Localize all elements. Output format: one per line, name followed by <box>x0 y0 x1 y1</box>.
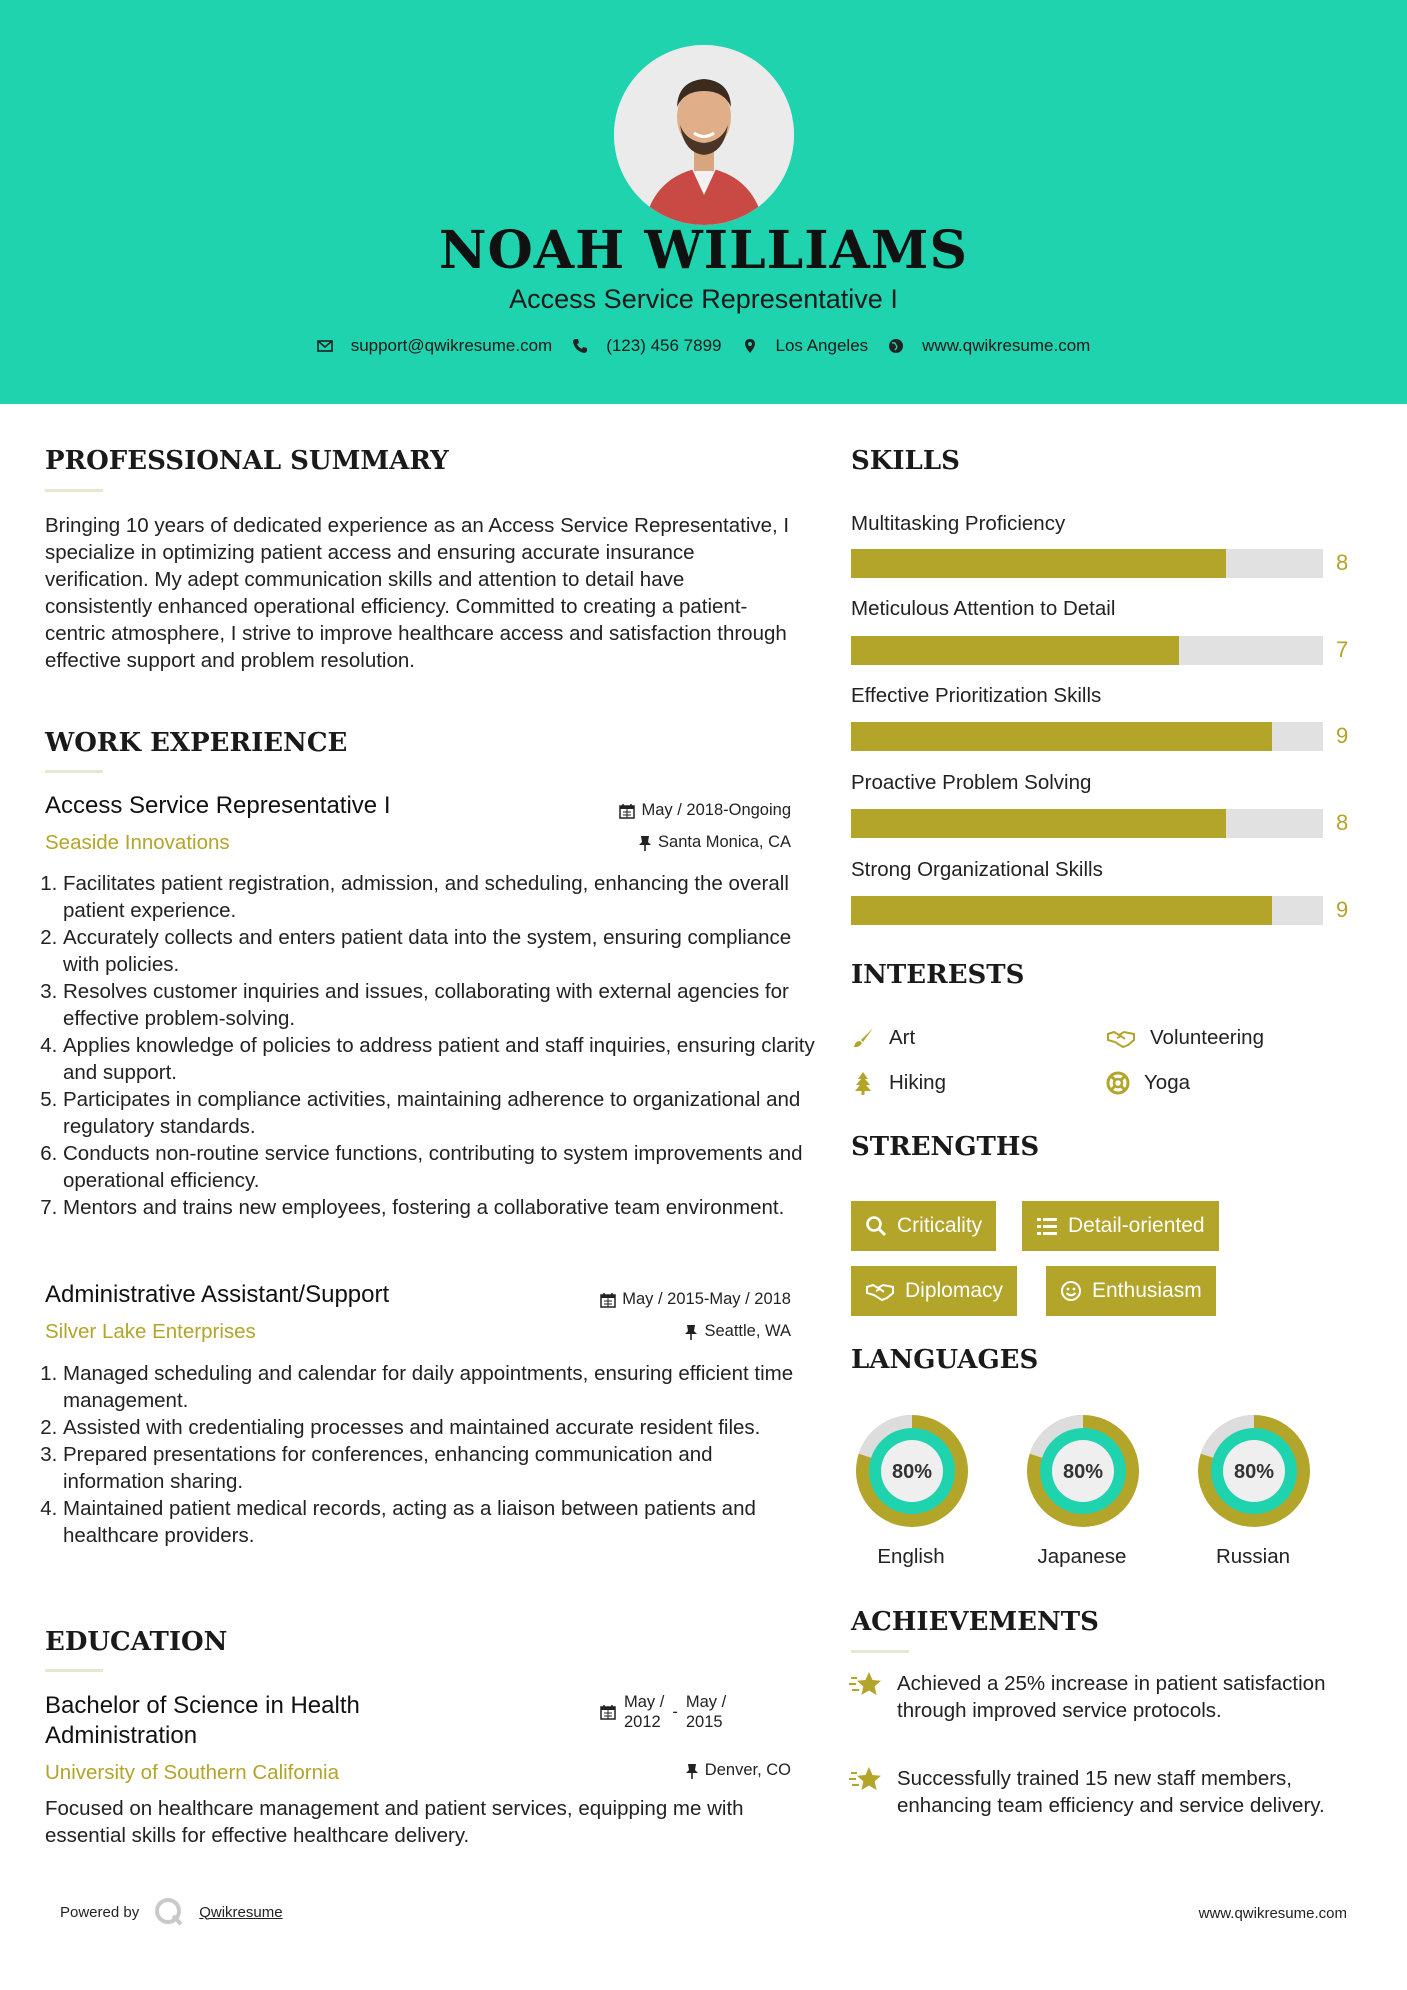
list-item: 2. Accurately collects and enters patient data into the system, ensuring compliance with policies. <box>63 924 815 978</box>
person-photo-icon <box>614 45 794 225</box>
strengths-heading: STRENGTHS <box>851 1132 1040 1162</box>
job-title: Access Service Representative I <box>45 792 391 819</box>
job-dates-text: May / 2015-May / 2018 <box>622 1290 791 1308</box>
search-icon <box>865 1215 887 1237</box>
list-item: 4. Maintained patient medical records, acting as a liaison between patients and healthcare providers. <box>63 1495 815 1549</box>
pushpin-icon <box>684 1324 698 1340</box>
website-text: www.qwikresume.com <box>922 336 1091 355</box>
education-rule <box>45 1669 103 1672</box>
star-icon <box>849 1668 883 1702</box>
language-percent: 80% <box>891 1461 933 1483</box>
skills-heading: SKILLS <box>851 446 960 476</box>
degree-title <box>45 1691 360 1751</box>
contact-bar <box>0 336 1407 356</box>
language-ring <box>1021 1409 1145 1533</box>
interest-label: Hiking <box>889 1071 946 1094</box>
resume-header <box>0 0 1407 404</box>
summary-rule <box>45 489 103 492</box>
job-company: Silver Lake Enterprises <box>45 1320 256 1343</box>
list-item: 1. Facilitates patient registration, admission, and scheduling, enhancing the overall patient experience. <box>63 870 815 924</box>
interests-heading: INTERESTS <box>851 960 1025 990</box>
star-icon <box>849 1763 883 1797</box>
summary-text: Bringing 10 years of dedicated experience as an Access Service Representative, I specialize in optimizing patient access and ensuring accurate insurance verification. My adept communication skills and attention to detail have consistently enhanced operational efficiency. Committed to creating a patient-centric atmosphere, I strive to improve healthcare access and satisfaction through effective support and problem resolution. <box>45 514 790 672</box>
skill-bar <box>851 896 1323 925</box>
education-start <box>624 1692 664 1732</box>
skill-score: 9 <box>1336 723 1349 748</box>
strength-label: Diplomacy <box>905 1279 1004 1302</box>
strength-label: Detail-oriented <box>1068 1214 1205 1237</box>
interest-yoga <box>1106 1071 1190 1095</box>
skill-score: 7 <box>1336 637 1349 662</box>
strength-label: Enthusiasm <box>1092 1279 1202 1302</box>
achievement-text: Achieved a 25% increase in patient satisfaction through improved service protocols. <box>897 1672 1326 1722</box>
education-dates <box>600 1692 726 1732</box>
job-dates <box>600 1290 791 1309</box>
achievements-heading: ACHIEVEMENTS <box>851 1607 1099 1637</box>
brand-link[interactable]: Qwikresume <box>199 1903 283 1921</box>
language-percent: 80% <box>1233 1461 1275 1483</box>
language-ring <box>1192 1409 1316 1533</box>
map-marker-icon <box>742 338 758 354</box>
education-heading: EDUCATION <box>45 1627 228 1657</box>
list-item: 2. Assisted with credentialing processes and maintained accurate resident files. <box>63 1414 815 1441</box>
skill-score: 8 <box>1336 550 1349 575</box>
languages-heading: LANGUAGES <box>851 1345 1039 1375</box>
list-icon <box>1036 1215 1058 1237</box>
globe-icon <box>888 338 904 354</box>
list-item: 3. Resolves customer inquiries and issues, collaborating with external agencies for effective problem-solving. <box>63 978 815 1032</box>
strength-tag <box>851 1201 996 1251</box>
life-ring-icon <box>1106 1071 1130 1095</box>
strength-tag <box>851 1266 1017 1316</box>
skill-bar-fill <box>851 722 1272 751</box>
job-dates <box>619 801 791 820</box>
footer-powered-by <box>60 1896 283 1928</box>
education-location-text: Denver, CO <box>704 1761 791 1779</box>
envelope-icon <box>317 338 333 354</box>
list-item: 4. Applies knowledge of policies to address patient and staff inquiries, ensuring clarity and support. <box>63 1032 815 1086</box>
skill-label: Effective Prioritization Skills <box>851 684 1102 707</box>
contact-website[interactable] <box>888 336 1090 356</box>
skill-label: Meticulous Attention to Detail <box>851 597 1116 620</box>
interest-volunteering <box>1106 1026 1264 1050</box>
contact-phone[interactable] <box>572 336 721 356</box>
profile-photo <box>614 45 794 225</box>
degree-line: Bachelor of Science in Health <box>45 1692 360 1719</box>
job-duties-list <box>45 870 815 1221</box>
powered-by-text: Powered by <box>60 1903 140 1921</box>
job-location <box>638 833 791 852</box>
school-name: University of Southern California <box>45 1761 339 1784</box>
strength-label: Criticality <box>897 1214 983 1237</box>
education-text: Focused on healthcare management and patient services, equipping me with essential skills for effective healthcare delivery. <box>45 1797 744 1847</box>
achievements-rule <box>851 1650 909 1653</box>
list-item: 7. Mentors and trains new employees, fostering a collaborative team environment. <box>63 1194 815 1221</box>
qwikresume-logo-icon <box>153 1896 185 1928</box>
tree-icon <box>851 1071 875 1095</box>
list-item: 3. Prepared presentations for conferences, enhancing communication and information sharing. <box>63 1441 815 1495</box>
skill-bar <box>851 549 1323 578</box>
skill-label: Strong Organizational Skills <box>851 858 1103 881</box>
list-item: 1. Managed scheduling and calendar for daily appointments, ensuring efficient time management. <box>63 1360 815 1414</box>
skill-label: Multitasking Proficiency <box>851 512 1066 535</box>
smile-icon <box>1060 1280 1082 1302</box>
job-location <box>684 1322 791 1341</box>
calendar-icon <box>600 1292 616 1308</box>
education-start-year: 2012 <box>624 1713 661 1731</box>
email-text: support@qwikresume.com <box>350 336 553 355</box>
job-dates-text: May / 2018-Ongoing <box>641 801 791 819</box>
interest-label: Volunteering <box>1150 1026 1264 1049</box>
pushpin-icon <box>638 835 652 851</box>
list-item: 5. Participates in compliance activities, maintaining adherence to organizational and regulatory standards. <box>63 1086 815 1140</box>
skill-label: Proactive Problem Solving <box>851 771 1092 794</box>
job-duties-list <box>45 1360 815 1549</box>
skill-bar-fill <box>851 809 1226 838</box>
skill-bar <box>851 636 1323 665</box>
education-location <box>685 1761 791 1780</box>
language-name: English <box>877 1545 945 1568</box>
skill-bar <box>851 722 1323 751</box>
language-name: Japanese <box>1037 1545 1127 1568</box>
handshake-icon <box>1106 1026 1136 1050</box>
achievement-text: Successfully trained 15 new staff members, enhancing team efficiency and service delivery. <box>897 1767 1325 1817</box>
job-location-text: Seattle, WA <box>704 1322 791 1340</box>
skill-bar <box>851 809 1323 838</box>
job-company: Seaside Innovations <box>45 831 230 854</box>
location-text: Los Angeles <box>775 336 869 355</box>
list-item: 6. Conducts non-routine service functions, contributing to system improvements and operational efficiency. <box>63 1140 815 1194</box>
calendar-icon <box>619 803 635 819</box>
footer-website[interactable]: www.qwikresume.com <box>1198 1905 1347 1922</box>
pushpin-icon <box>685 1763 699 1779</box>
experience-heading: WORK EXPERIENCE <box>45 728 348 758</box>
skill-score: 9 <box>1336 897 1349 922</box>
education-end-year: 2015 <box>685 1713 723 1731</box>
job-title: Administrative Assistant/Support <box>45 1281 390 1308</box>
language-name: Russian <box>1215 1545 1291 1568</box>
degree-line: Administration <box>45 1722 198 1749</box>
candidate-title: Access Service Representative I <box>509 284 898 314</box>
interest-art <box>851 1026 915 1050</box>
skill-bar-fill <box>851 636 1179 665</box>
language-ring <box>850 1409 974 1533</box>
education-end <box>686 1692 726 1732</box>
candidate-name: NOAH WILLIAMS <box>438 220 969 281</box>
phone-icon <box>572 338 588 354</box>
paintbrush-icon <box>851 1026 875 1050</box>
skill-bar-fill <box>851 896 1272 925</box>
language-percent: 80% <box>1062 1461 1104 1483</box>
strength-tag <box>1022 1201 1219 1251</box>
calendar-icon <box>600 1704 616 1720</box>
experience-rule <box>45 770 103 773</box>
strength-tag <box>1046 1266 1216 1316</box>
phone-text: (123) 456 7899 <box>606 336 722 355</box>
achievement-item <box>849 1670 1349 1724</box>
skill-score: 8 <box>1336 810 1349 835</box>
education-end-month: May / <box>685 1693 727 1711</box>
summary-heading: PROFESSIONAL SUMMARY <box>45 446 449 476</box>
interest-label: Yoga <box>1144 1071 1190 1094</box>
contact-location <box>742 336 869 356</box>
contact-email[interactable] <box>317 336 553 356</box>
skill-bar-fill <box>851 549 1226 578</box>
achievement-item <box>849 1765 1349 1819</box>
interest-label: Art <box>889 1026 916 1049</box>
interest-hiking <box>851 1071 946 1095</box>
education-date-dash: - <box>672 1703 678 1721</box>
handshake-icon <box>865 1280 895 1302</box>
job-location-text: Santa Monica, CA <box>658 833 791 851</box>
education-start-month: May / <box>624 1693 665 1711</box>
